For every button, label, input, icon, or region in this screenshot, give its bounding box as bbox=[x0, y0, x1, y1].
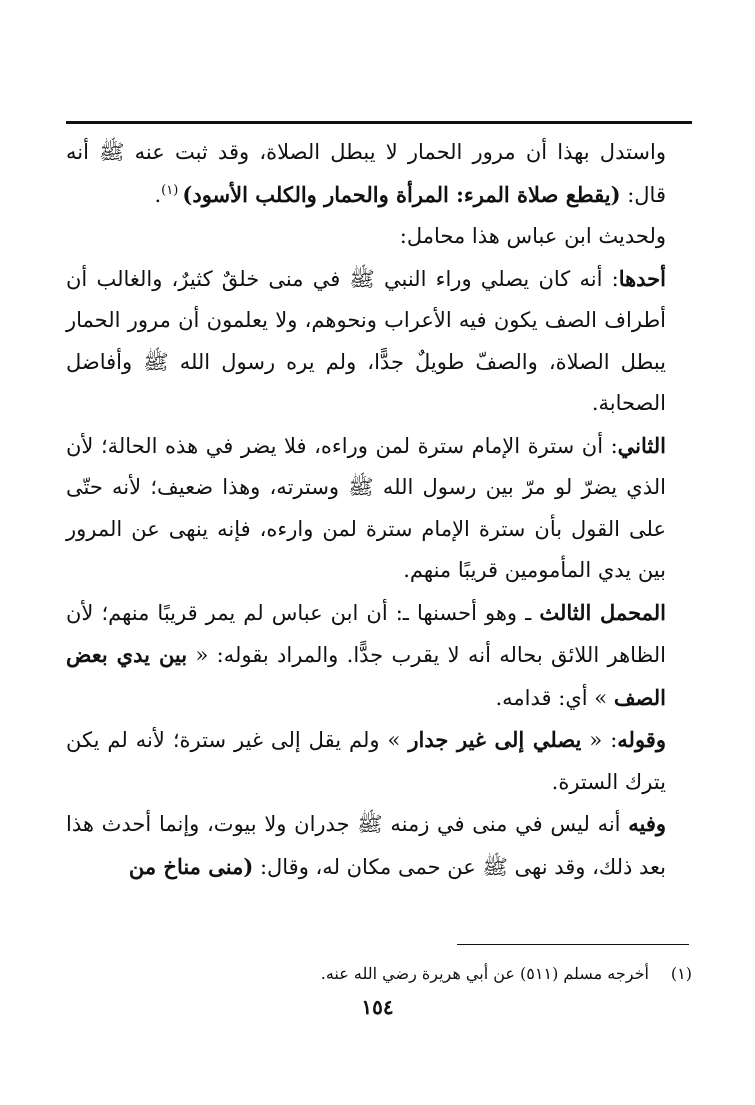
paragraph bbox=[66, 132, 692, 216]
paragraph bbox=[66, 258, 692, 425]
text-run: » ولم يقل إلى غير سترة؛ لأنه لم يكن يترك السترة. bbox=[66, 728, 666, 794]
bold-phrase: أحدها bbox=[618, 265, 666, 291]
footnote-reference: (١) bbox=[161, 182, 183, 198]
bold-phrase: (منى مناخ من bbox=[128, 853, 254, 879]
paragraph bbox=[66, 719, 692, 803]
text-run: ولحديث ابن عباس هذا محامل: bbox=[399, 224, 666, 248]
bold-phrase: المحمل الثالث bbox=[539, 599, 666, 625]
main-text-block bbox=[66, 132, 692, 888]
text-run: » أي: قدامه. bbox=[495, 685, 614, 710]
footnote-number: (١) bbox=[670, 964, 692, 983]
bold-phrase: (يقطع صلاة المرء: المرأة والحمار والكلب الأسود) bbox=[182, 181, 621, 207]
paragraph bbox=[66, 592, 692, 720]
paragraph bbox=[66, 425, 692, 592]
bold-phrase: وقوله bbox=[617, 727, 666, 752]
text-run: . bbox=[154, 182, 162, 207]
footnote-text: أخرجه مسلم (٥١١) عن أبي هريرة رضي الله عنه. bbox=[320, 964, 649, 983]
bold-phrase: وفيه bbox=[628, 811, 666, 836]
paragraph bbox=[66, 216, 692, 258]
paragraph bbox=[66, 803, 692, 888]
footnote bbox=[66, 962, 692, 986]
text-run: واستدل بهذا أن مرور الحمار لا يبطل الصلاة، وقد ثبت عنه ﷺ أنه قال: bbox=[66, 140, 666, 207]
text-run: : أنه كان يصلي وراء النبي ﷺ في منى خلقٌ كثيرٌ، والغالب أن أطراف الصف يكون فيه الأعراب ونحوهم، ولا يعلمون أن مرور الحمار يبطل الصلاة، والصفّ طويلٌ جدًّا، ولم يره رسول الله ﷺ وأفاضل الصحابة. bbox=[66, 266, 666, 415]
bold-phrase: يصلي إلى غير جدار bbox=[408, 727, 582, 752]
text-run: ـ وهو أحسنها ـ: أن ابن عباس لم يمر قريبًا منهم؛ لأن الظاهر اللائق بحاله أنه لا يقرب جدًّا. والمراد بقوله: « bbox=[66, 600, 667, 667]
text-run: : أن سترة الإمام سترة لمن وراءه، فلا يضر في هذه الحالة؛ لأن الذي يضرّ لو مرّ بين رسول الله ﷺ وسترته، وهذا ضعيف؛ لأنه حتّى على القول بأن سترة الإمام سترة لمن وارءه، فإنه ينهى عن المرور بين يدي المأمومين قريبًا منهم. bbox=[66, 433, 666, 582]
bold-phrase: بين يدي بعض الصف bbox=[66, 642, 666, 710]
page-number: ١٥٤ bbox=[361, 995, 394, 1019]
footnote-rule bbox=[457, 944, 689, 945]
text-run: : « bbox=[581, 728, 618, 752]
text-run: أنه ليس في منى في زمنه ﷺ جدران ولا بيوت، وإنما أحدث هذا بعد ذلك، وقد نهى ﷺ عن حمى مكان له، وقال: bbox=[66, 812, 666, 879]
header-rule bbox=[66, 121, 692, 124]
bold-phrase: الثاني bbox=[617, 432, 666, 458]
